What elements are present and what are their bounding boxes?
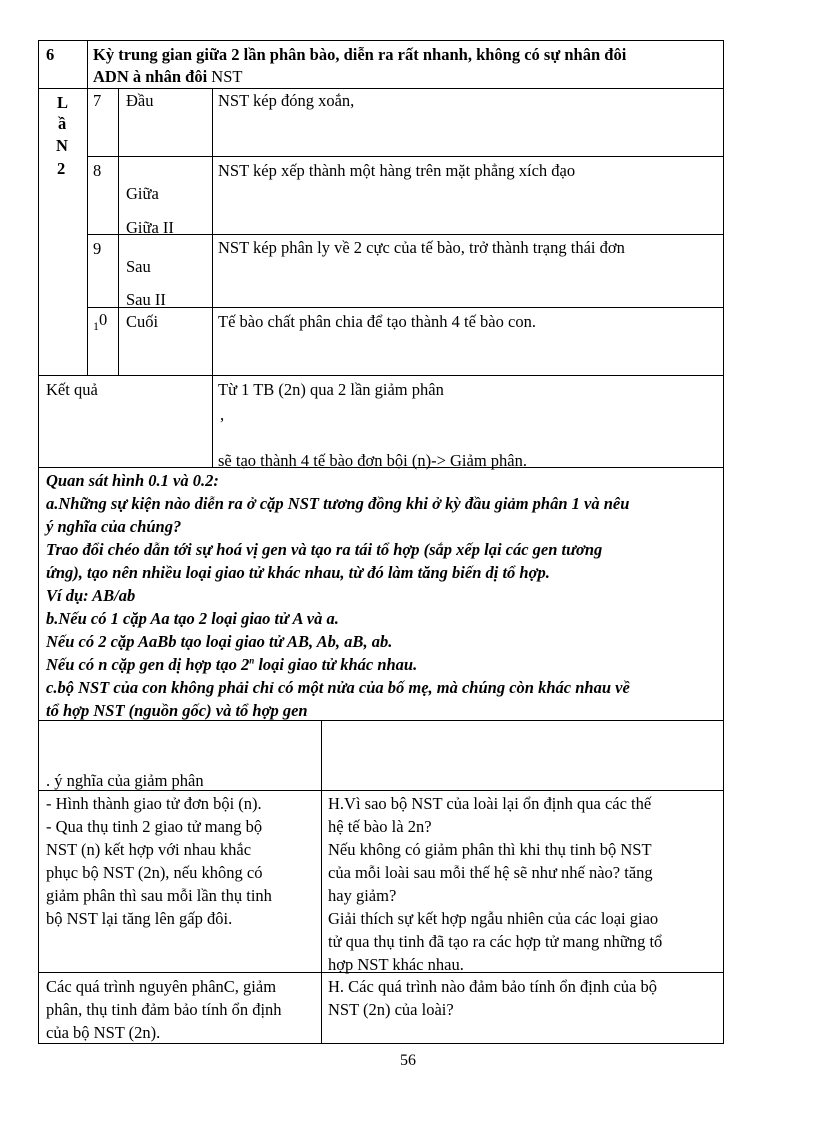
- lan-label-char: 2: [57, 159, 66, 178]
- observation-line: Trao đổi chéo dẫn tới sự hoá vị gen và tạo ra tái tổ hợp (sắp xếp lại các gen tương: [46, 540, 603, 559]
- stage-description: Tế bào chất phân chia để tạo thành 4 tế bào con.: [218, 312, 536, 331]
- table-border: [118, 88, 119, 375]
- table-border: [723, 720, 724, 1043]
- right-cell-line: Nếu không có giảm phân thì khi thụ tinh bộ NST: [328, 840, 652, 859]
- table-border: [38, 40, 39, 720]
- lan-label-char: ầ: [58, 114, 67, 133]
- table-border: [38, 40, 724, 41]
- right-cell-line: NST (2n) của loài?: [328, 1000, 454, 1019]
- table-border: [38, 375, 724, 376]
- row-number: 6: [46, 45, 55, 64]
- stage-number: 7: [93, 91, 102, 110]
- right-cell-line: Giải thích sự kết hợp ngẫu nhiên của các loại giao: [328, 909, 659, 928]
- observation-line: a.Những sự kiện nào diễn ra ở cặp NST tương đồng khi ở kỳ đầu giảm phân 1 và nêu: [46, 494, 630, 513]
- right-cell-line: H.Vì sao bộ NST của loài lại ổn định qua các thế: [328, 794, 652, 813]
- left-cell-line: phục bộ NST (2n), nếu không có: [46, 863, 263, 882]
- left-cell-line: NST (n) kết hợp với nhau khắc: [46, 840, 252, 859]
- observation-line: c.bộ NST của con không phải chỉ có một nửa của bố mẹ, mà chúng còn khác nhau về: [46, 678, 630, 697]
- right-cell-line: hệ tế bào là 2n?: [328, 817, 432, 836]
- stage-subname: Sau II: [126, 290, 166, 309]
- left-cell-line: giảm phân thì sau mỗi lần thụ tinh: [46, 886, 272, 905]
- left-cell-line: của bộ NST (2n).: [46, 1023, 161, 1042]
- observation-part: loại giao tử khác nhau.: [254, 655, 418, 674]
- row-title-bold: ADN à nhân đôi: [93, 67, 208, 86]
- observation-line: [46, 654, 417, 676]
- table-border: [87, 156, 724, 157]
- observation-superscript: n: [249, 655, 255, 666]
- table-border: [38, 88, 724, 89]
- meaning-header: . ý nghĩa của giảm phân: [46, 771, 204, 790]
- stage-number: 8: [93, 161, 102, 180]
- observation-line: ý nghĩa của chúng?: [46, 517, 182, 536]
- stage-description: NST kép phân ly về 2 cực của tế bào, trở thành trạng thái đơn: [218, 238, 625, 257]
- observation-line: b.Nếu có 1 cặp Aa tạo 2 loại giao tử A và a.: [46, 609, 339, 628]
- stage-name: Cuối: [126, 312, 159, 331]
- observation-part: Nếu có n cặp gen dị hợp tạo 2: [46, 655, 250, 674]
- left-cell-line: Các quá trình nguyên phânC, giảm: [46, 977, 277, 996]
- stage-number: [93, 310, 108, 337]
- table-border: [87, 234, 724, 235]
- result-text: ,: [220, 405, 225, 424]
- table-border: [723, 40, 724, 720]
- left-cell-line: - Hình thành giao tử đơn bội (n).: [46, 794, 262, 813]
- left-cell-line: phân, thụ tinh đảm bảo tính ổn định: [46, 1000, 282, 1019]
- observation-line: tổ hợp NST (nguồn gốc) và tổ hợp gen: [46, 701, 308, 720]
- lan-label-char: L: [57, 93, 69, 112]
- row-title: Kỳ trung gian giữa 2 lần phân bào, diễn ra rất nhanh, không có sự nhân đôi: [93, 45, 627, 64]
- stage-name: Sau: [126, 257, 151, 276]
- table-border: [212, 88, 213, 467]
- right-cell-line: hay giảm?: [328, 886, 397, 905]
- table-border: [87, 40, 88, 375]
- right-cell-line: hợp NST khác nhau.: [328, 955, 464, 974]
- result-text: Từ 1 TB (2n) qua 2 lần giảm phân: [218, 380, 444, 399]
- stage-description: NST kép xếp thành một hàng trên mặt phẳng xích đạo: [218, 161, 576, 180]
- right-cell-line: của mỗi loài sau mỗi thế hệ sẽ như nhế nào? tăng: [328, 863, 653, 882]
- row-title-rest: NST: [207, 67, 243, 86]
- left-cell-line: - Qua thụ tinh 2 giao tử mang bộ: [46, 817, 263, 836]
- result-text: sẽ tạo thành 4 tế bào đơn bội (n)-> Giảm phân.: [218, 451, 527, 470]
- stage-number-part: 1: [93, 319, 99, 333]
- stage-number-part: 0: [99, 310, 108, 329]
- left-cell-line: bộ NST lại tăng lên gấp đôi.: [46, 909, 233, 928]
- row-title-cont: [93, 66, 242, 88]
- right-cell-line: tử qua thụ tinh đã tạo ra các hợp tử mang những tổ: [328, 932, 663, 951]
- lan-label-char: N: [56, 136, 68, 155]
- table-border: [321, 720, 322, 1043]
- stage-subname: Giữa II: [126, 218, 174, 237]
- table-border: [87, 307, 724, 308]
- observation-line: Ví dụ: AB/ab: [46, 586, 136, 605]
- observation-line: Nếu có 2 cặp AaBb tạo loại giao tử AB, Ab, aB, ab.: [46, 632, 393, 651]
- stage-number: 9: [93, 239, 102, 258]
- result-label: Kết quả: [46, 380, 98, 399]
- observation-line: ứng), tạo nên nhiều loại giao tử khác nhau, từ đó làm tăng biến dị tổ hợp.: [46, 563, 550, 582]
- stage-description: NST kép đóng xoắn,: [218, 91, 355, 110]
- table-border: [38, 720, 39, 1043]
- stage-name: Đầu: [126, 91, 154, 110]
- observation-heading: Quan sát hình 0.1 và 0.2:: [46, 471, 219, 490]
- stage-name: Giữa: [126, 184, 159, 203]
- page-number: 56: [400, 1052, 416, 1069]
- right-cell-line: H. Các quá trình nào đảm bảo tính ổn định của bộ: [328, 977, 658, 996]
